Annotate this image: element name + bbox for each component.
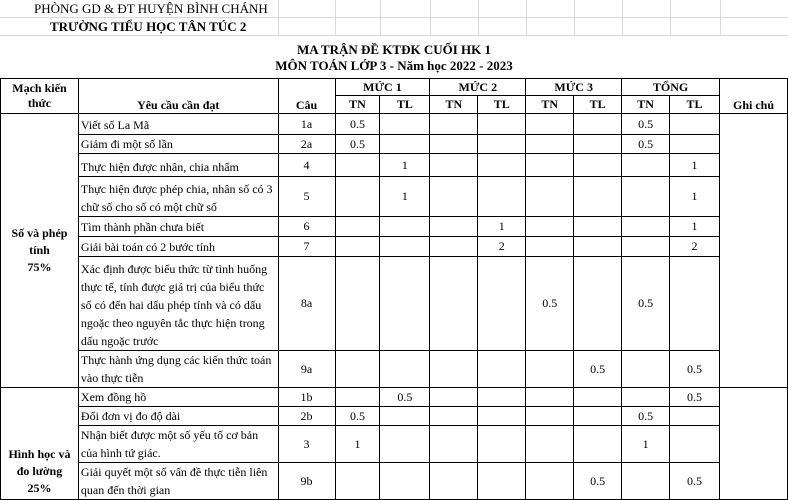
score-cell-ttn xyxy=(622,463,670,500)
score-cell-m3tl xyxy=(574,114,622,135)
score-cell-m2tl: 2 xyxy=(478,237,526,257)
header-cau: Câu xyxy=(278,79,335,114)
requirement-cell: Thực hành ứng dụng các kiến thức toán vào thực tiễn xyxy=(78,351,278,388)
score-cell-m3tl xyxy=(574,217,622,237)
score-cell-ttl: 0.5 xyxy=(670,351,720,388)
requirement-cell: Nhận biết được một số yếu tố cơ bản của hình tứ giác. xyxy=(78,426,278,463)
table-row xyxy=(1,407,788,426)
score-cell-m1tl xyxy=(380,351,430,388)
section-cell xyxy=(1,388,79,500)
score-cell-m2tn xyxy=(430,237,478,257)
score-cell-m3tl xyxy=(574,257,622,351)
score-cell-m3tl xyxy=(574,177,622,217)
score-cell-m3tl: 0.5 xyxy=(574,351,622,388)
question-number-cell: 4 xyxy=(278,154,335,177)
score-cell-m1tl xyxy=(380,114,430,135)
requirement-cell: Giải bài toán có 2 bước tính xyxy=(78,237,278,257)
score-cell-m3tl xyxy=(574,154,622,177)
section-cell xyxy=(1,114,79,388)
score-cell-m1tl xyxy=(380,135,430,154)
score-cell-m3tl: 0.5 xyxy=(574,463,622,500)
question-number-cell: 5 xyxy=(278,177,335,217)
header-tong-tl: TL xyxy=(670,96,720,114)
question-number-cell: 6 xyxy=(278,217,335,237)
requirement-cell: Giải quyết một số vấn đề thực tiễn liên quan đến thời gian xyxy=(78,463,278,500)
score-cell-m3tn xyxy=(526,407,574,426)
header-muc-1: MỨC 1 xyxy=(335,79,430,96)
score-cell-ttn xyxy=(622,217,670,237)
score-cell-m3tn xyxy=(526,463,574,500)
table-row xyxy=(1,237,788,257)
header-muc-3: MỨC 3 xyxy=(526,79,622,96)
requirement-cell: Giảm đi một số lần xyxy=(78,135,278,154)
score-cell-m2tn xyxy=(430,388,478,407)
requirement-cell: Xác định được biểu thức từ tình huống thực tế, tính được giá trị của biểu thức số có đến hai dấu phép tính và có dấu ngoặc theo nguyên tắc thực hiện trong dấu ngoặc trước xyxy=(78,257,278,351)
score-cell-m3tn xyxy=(526,135,574,154)
score-cell-m2tn xyxy=(430,114,478,135)
score-cell-ttl: 2 xyxy=(670,237,720,257)
department-name: PHÒNG GD & ĐT HUYỆN BÌNH CHÁNH xyxy=(34,1,268,16)
question-number-cell: 8a xyxy=(278,257,335,351)
score-cell-ttn: 0.5 xyxy=(622,114,670,135)
score-cell-m2tn xyxy=(430,351,478,388)
score-cell-ttl: 1 xyxy=(670,217,720,237)
score-cell-ttl: 0.5 xyxy=(670,388,720,407)
score-cell-m2tl xyxy=(478,154,526,177)
table-row xyxy=(1,114,788,135)
score-cell-m1tn xyxy=(335,351,380,388)
requirement-cell: Tìm thành phần chưa biết xyxy=(78,217,278,237)
table-row xyxy=(1,426,788,463)
score-cell-ttn xyxy=(622,177,670,217)
table-row xyxy=(1,388,788,407)
score-cell-m1tn: 1 xyxy=(335,426,380,463)
score-cell-m3tn xyxy=(526,351,574,388)
score-cell-ttn: 0.5 xyxy=(622,135,670,154)
score-cell-m1tn xyxy=(335,154,380,177)
requirement-cell: Đổi đơn vị đo độ dài xyxy=(78,407,278,426)
table-row xyxy=(1,154,788,177)
header-muc1-tn: TN xyxy=(335,96,380,114)
question-number-cell: 2a xyxy=(278,135,335,154)
header-yeu-cau: Yêu cầu cần đạt xyxy=(78,79,278,114)
score-cell-m2tn xyxy=(430,407,478,426)
score-cell-ttn xyxy=(622,237,670,257)
question-number-cell: 2b xyxy=(278,407,335,426)
score-cell-m1tn xyxy=(335,388,380,407)
score-cell-m1tl xyxy=(380,463,430,500)
score-cell-m1tn xyxy=(335,217,380,237)
question-number-cell: 1b xyxy=(278,388,335,407)
score-cell-m2tl xyxy=(478,426,526,463)
header-ghi-chu: Ghi chú xyxy=(720,79,788,114)
score-cell-m2tn xyxy=(430,135,478,154)
table-row xyxy=(1,135,788,154)
score-cell-m2tl xyxy=(478,114,526,135)
section-name: Hình học và đo lường xyxy=(8,447,71,478)
score-cell-ttl: 1 xyxy=(670,154,720,177)
score-cell-m3tn xyxy=(526,388,574,407)
table-row xyxy=(1,177,788,217)
score-cell-m2tn xyxy=(430,257,478,351)
notes-cell xyxy=(720,388,788,500)
score-cell-m1tl xyxy=(380,407,430,426)
score-cell-m1tl: 0.5 xyxy=(380,388,430,407)
question-number-cell: 9b xyxy=(278,463,335,500)
score-cell-m2tl xyxy=(478,388,526,407)
score-cell-m3tl xyxy=(574,237,622,257)
score-cell-m3tn xyxy=(526,426,574,463)
score-cell-m2tn xyxy=(430,154,478,177)
score-cell-ttn xyxy=(622,351,670,388)
score-cell-m2tl: 1 xyxy=(478,217,526,237)
score-cell-m2tl xyxy=(478,463,526,500)
score-cell-m1tn: 0.5 xyxy=(335,407,380,426)
score-cell-ttl xyxy=(670,114,720,135)
score-cell-ttn: 0.5 xyxy=(622,257,670,351)
score-cell-ttl xyxy=(670,407,720,426)
score-cell-ttn xyxy=(622,154,670,177)
score-cell-ttn: 0.5 xyxy=(622,407,670,426)
score-cell-m3tn xyxy=(526,154,574,177)
score-cell-m1tl xyxy=(380,257,430,351)
score-cell-m1tl: 1 xyxy=(380,154,430,177)
question-number-cell: 9a xyxy=(278,351,335,388)
section-percent: 25% xyxy=(27,481,52,495)
score-cell-m1tl xyxy=(380,217,430,237)
score-cell-m1tl xyxy=(380,426,430,463)
matrix-subtitle: MÔN TOÁN LỚP 3 - Năm học 2022 - 2023 xyxy=(275,58,513,73)
score-cell-m3tl xyxy=(574,388,622,407)
score-cell-m1tn xyxy=(335,237,380,257)
score-cell-ttl xyxy=(670,135,720,154)
requirement-cell: Thực hiện được nhân, chia nhẩm xyxy=(78,154,278,177)
matrix-title: MA TRẬN ĐỀ KTĐK CUỐI HK 1 xyxy=(296,42,492,57)
score-cell-ttl: 1 xyxy=(670,177,720,217)
score-cell-ttl: 0.5 xyxy=(670,463,720,500)
score-cell-m2tl xyxy=(478,257,526,351)
score-cell-m2tl xyxy=(478,351,526,388)
header-tong: TỔNG xyxy=(622,79,720,96)
score-cell-ttl xyxy=(670,426,720,463)
score-cell-m3tl xyxy=(574,426,622,463)
score-cell-ttn: 1 xyxy=(622,426,670,463)
score-cell-m3tn xyxy=(526,177,574,217)
score-cell-m3tn xyxy=(526,237,574,257)
question-number-cell: 7 xyxy=(278,237,335,257)
score-cell-m2tn xyxy=(430,177,478,217)
header-muc2-tl: TL xyxy=(478,96,526,114)
score-cell-m1tn: 0.5 xyxy=(335,135,380,154)
header-muc2-tn: TN xyxy=(430,96,478,114)
score-cell-m2tl xyxy=(478,135,526,154)
notes-cell xyxy=(720,114,788,388)
score-cell-m2tl xyxy=(478,407,526,426)
requirement-cell: Thực hiện được phép chia, nhân số có 3 chữ số cho số có một chữ số xyxy=(78,177,278,217)
score-cell-m2tn xyxy=(430,426,478,463)
header-muc3-tn: TN xyxy=(526,96,574,114)
table-row xyxy=(1,351,788,388)
assessment-matrix-table xyxy=(0,78,788,500)
table-row xyxy=(1,257,788,351)
question-number-cell: 1a xyxy=(278,114,335,135)
header-tong-tn: TN xyxy=(622,96,670,114)
score-cell-m3tn xyxy=(526,114,574,135)
score-cell-m3tl xyxy=(574,135,622,154)
score-cell-m1tn xyxy=(335,257,380,351)
school-name: TRƯỜNG TIỂU HỌC TÂN TÚC 2 xyxy=(50,19,247,34)
section-percent: 75% xyxy=(27,260,52,274)
score-cell-m1tn xyxy=(335,177,380,217)
score-cell-m1tn xyxy=(335,463,380,500)
sheet-header-area xyxy=(0,0,788,36)
table-row xyxy=(1,217,788,237)
question-number-cell: 3 xyxy=(278,426,335,463)
header-muc1-tl: TL xyxy=(380,96,430,114)
table-row xyxy=(1,463,788,500)
requirement-cell: Xem đồng hồ xyxy=(78,388,278,407)
score-cell-m2tn xyxy=(430,217,478,237)
header-muc-2: MỨC 2 xyxy=(430,79,526,96)
score-cell-ttn xyxy=(622,388,670,407)
score-cell-ttl xyxy=(670,257,720,351)
score-cell-m1tl: 1 xyxy=(380,177,430,217)
score-cell-m2tn xyxy=(430,463,478,500)
score-cell-m1tl xyxy=(380,237,430,257)
section-name: Số và phép tính xyxy=(11,226,68,257)
score-cell-m3tn: 0.5 xyxy=(526,257,574,351)
header-mach-kien-thuc: Mạch kiến thức xyxy=(1,79,79,114)
score-cell-m3tl xyxy=(574,407,622,426)
score-cell-m2tl xyxy=(478,177,526,217)
requirement-cell: Viết số La Mã xyxy=(78,114,278,135)
header-muc3-tl: TL xyxy=(574,96,622,114)
score-cell-m1tn: 0.5 xyxy=(335,114,380,135)
score-cell-m3tn xyxy=(526,217,574,237)
